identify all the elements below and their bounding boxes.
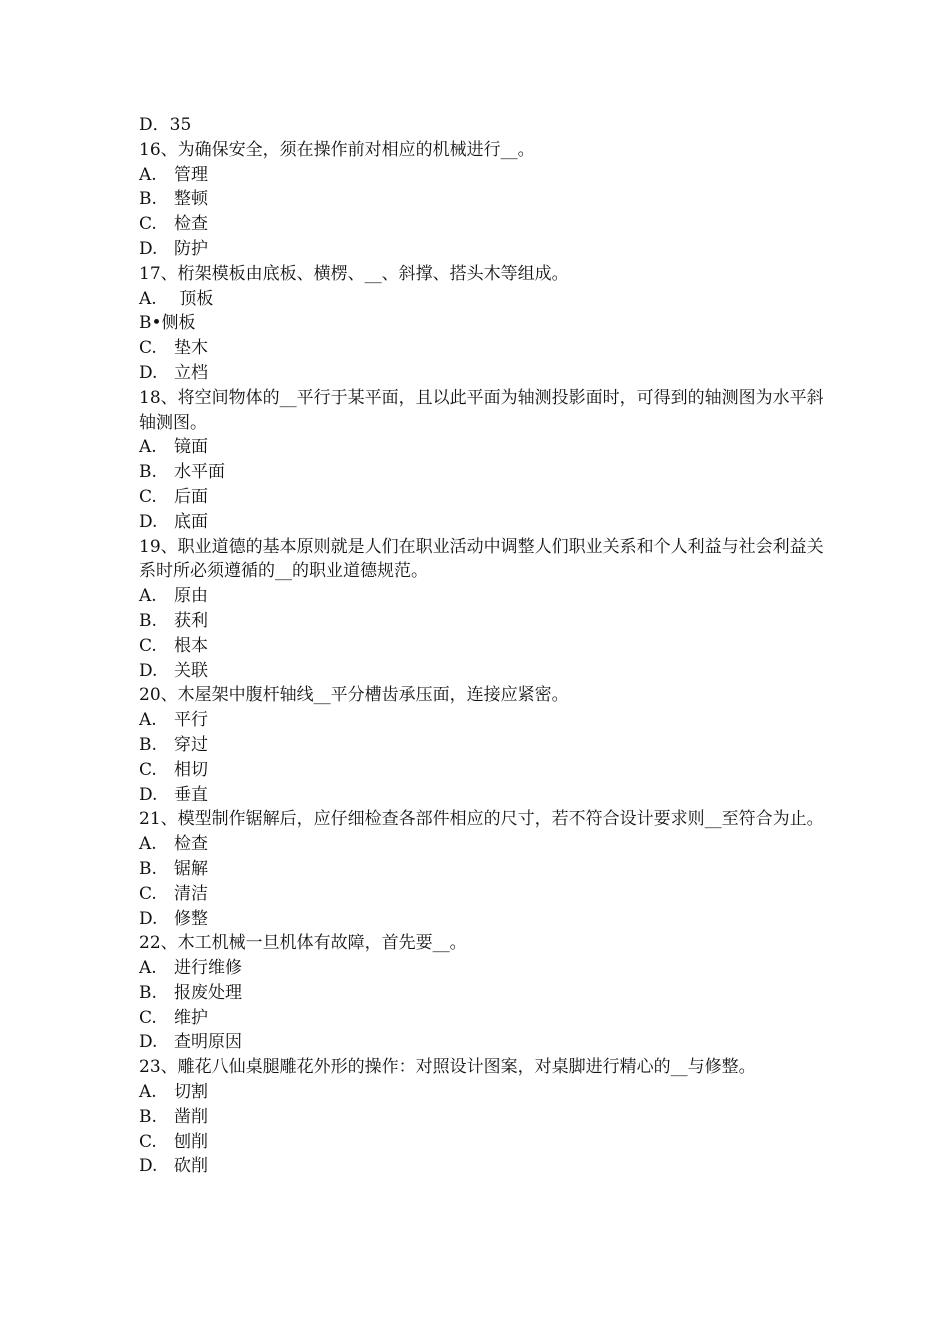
option-text: 相切 [174, 759, 208, 780]
answer-option [139, 708, 839, 733]
answer-option [139, 733, 839, 758]
option-label: A. [139, 437, 157, 458]
option-label: B. [139, 189, 157, 210]
option-text: 立档 [174, 362, 208, 383]
option-text: 35 [169, 115, 192, 135]
answer-option [139, 857, 839, 882]
option-text: 清洁 [174, 883, 208, 904]
option-label: C. [139, 635, 157, 656]
option-text: 根本 [174, 635, 208, 656]
option-text: 维护 [174, 1007, 208, 1028]
answer-option [139, 1030, 839, 1055]
answer-option [139, 956, 839, 981]
question-stem: 22、木工机械一旦机体有故障，首先要__。 [139, 933, 467, 954]
option-label: C. [139, 883, 157, 904]
answer-option [139, 187, 839, 212]
answer-option [139, 311, 839, 336]
option-label: A. [139, 1082, 157, 1103]
option-text: 管理 [174, 164, 208, 185]
option-text: 进行维修 [174, 958, 242, 979]
option-label: C. [139, 759, 157, 780]
option-text: 整顿 [174, 189, 208, 210]
question-block [139, 931, 839, 1055]
answer-option [139, 1105, 839, 1130]
option-label: D. [139, 362, 158, 383]
question-block [139, 683, 839, 807]
answer-option [139, 237, 839, 262]
question-list [139, 113, 839, 1179]
option-text: 底面 [174, 511, 208, 532]
question-block [139, 262, 839, 386]
answer-option [139, 361, 839, 386]
question-stem: 23、雕花八仙桌腿雕花外形的操作：对照设计图案，对桌脚进行精心的__与修整。 [139, 1057, 756, 1078]
questions [139, 138, 839, 1179]
option-label: D． [139, 115, 170, 135]
answer-option [139, 1154, 839, 1179]
option-text: 报废处理 [174, 982, 242, 1003]
option-text: 锯解 [174, 858, 208, 879]
option-label: B. [139, 982, 157, 1003]
option-text: 检查 [174, 214, 208, 235]
answer-option [139, 460, 839, 485]
question-stem: 16、为确保安全，须在操作前对相应的机械进行__。 [139, 139, 535, 160]
option-text: 防护 [174, 238, 208, 259]
option-text: 砍削 [174, 1156, 208, 1177]
answer-option [139, 981, 839, 1006]
option-label: D. [139, 511, 158, 532]
answer-option [139, 783, 839, 808]
option-label: B• [139, 313, 162, 334]
option-label: A. [139, 288, 157, 309]
answer-option [139, 510, 839, 535]
answer-option [139, 163, 839, 188]
option-label: A. [139, 164, 157, 185]
option-label: D. [139, 660, 158, 681]
answer-option [139, 1130, 839, 1155]
answer-option [139, 287, 839, 312]
option-label: D. [139, 1032, 158, 1053]
answer-option [139, 882, 839, 907]
answer-option [139, 609, 839, 634]
option-label: C. [139, 1131, 157, 1152]
option-label: D. [139, 784, 158, 805]
question-block [139, 386, 839, 535]
option-label: D. [139, 908, 158, 929]
option-text: 垂直 [174, 784, 208, 805]
option-label: A. [139, 958, 157, 979]
option-label: C. [139, 338, 157, 359]
option-label: A. [139, 834, 157, 855]
option-label: B. [139, 462, 157, 483]
option-text: 平行 [174, 710, 208, 731]
question-stem: 21、模型制作锯解后，应仔细检查各部件相应的尺寸，若不符合设计要求则__至符合为止。 [139, 809, 824, 830]
answer-option [139, 758, 839, 783]
option-text: 修整 [174, 908, 208, 929]
answer-option [139, 832, 839, 857]
option-text: 查明原因 [174, 1032, 242, 1053]
option-label: A. [139, 586, 157, 607]
question-block [139, 807, 839, 931]
option-label: D. [139, 1156, 158, 1177]
option-text: 水平面 [174, 462, 225, 483]
question-stem: 18、将空间物体的__平行于某平面，且以此平面为轴测投影面时，可得到的轴测图为水平斜轴测图。 [139, 387, 824, 433]
option-text: 镜面 [174, 437, 208, 458]
question-stem: 17、桁架模板由底板、横楞、__、斜撑、搭头木等组成。 [139, 263, 569, 284]
answer-option [139, 336, 839, 361]
option-label: B. [139, 1106, 157, 1127]
answer-option [139, 584, 839, 609]
answer-option [139, 485, 839, 510]
option-text: 获利 [174, 610, 208, 631]
option-text: 侧板 [161, 313, 196, 334]
option-label: C. [139, 486, 157, 507]
answer-option [139, 634, 839, 659]
option-text: 刨削 [174, 1131, 208, 1152]
question-stem: 19、职业道德的基本原则就是人们在职业活动中调整人们职业关系和个人利益与社会利益关系时所必须遵循的__的职业道德规范。 [139, 536, 824, 582]
option-label: B. [139, 610, 157, 631]
answer-option [139, 212, 839, 237]
option-text: 穿过 [174, 734, 208, 755]
option-label: B. [139, 734, 157, 755]
option-label: C. [139, 214, 157, 235]
option-label: A. [139, 710, 157, 731]
question-stem: 20、木屋架中腹杆轴线__平分槽齿承压面，连接应紧密。 [139, 685, 569, 706]
question-block [139, 535, 839, 684]
option-text: 凿削 [174, 1106, 208, 1127]
question-block [139, 138, 839, 262]
option-text: 原由 [174, 586, 208, 607]
option-text: 切割 [174, 1082, 208, 1103]
answer-option [139, 435, 839, 460]
question-block [139, 1055, 839, 1179]
lead-option [139, 113, 839, 138]
option-text: 关联 [174, 660, 208, 681]
answer-option [139, 1006, 839, 1031]
option-text: 后面 [174, 486, 208, 507]
answer-option [139, 907, 839, 932]
option-text: 检查 [174, 834, 208, 855]
answer-option [139, 659, 839, 684]
option-text: 垫木 [174, 338, 208, 359]
option-label: C. [139, 1007, 157, 1028]
option-text: 顶板 [174, 288, 214, 309]
answer-option [139, 1080, 839, 1105]
option-label: B. [139, 858, 157, 879]
option-label: D. [139, 238, 158, 259]
